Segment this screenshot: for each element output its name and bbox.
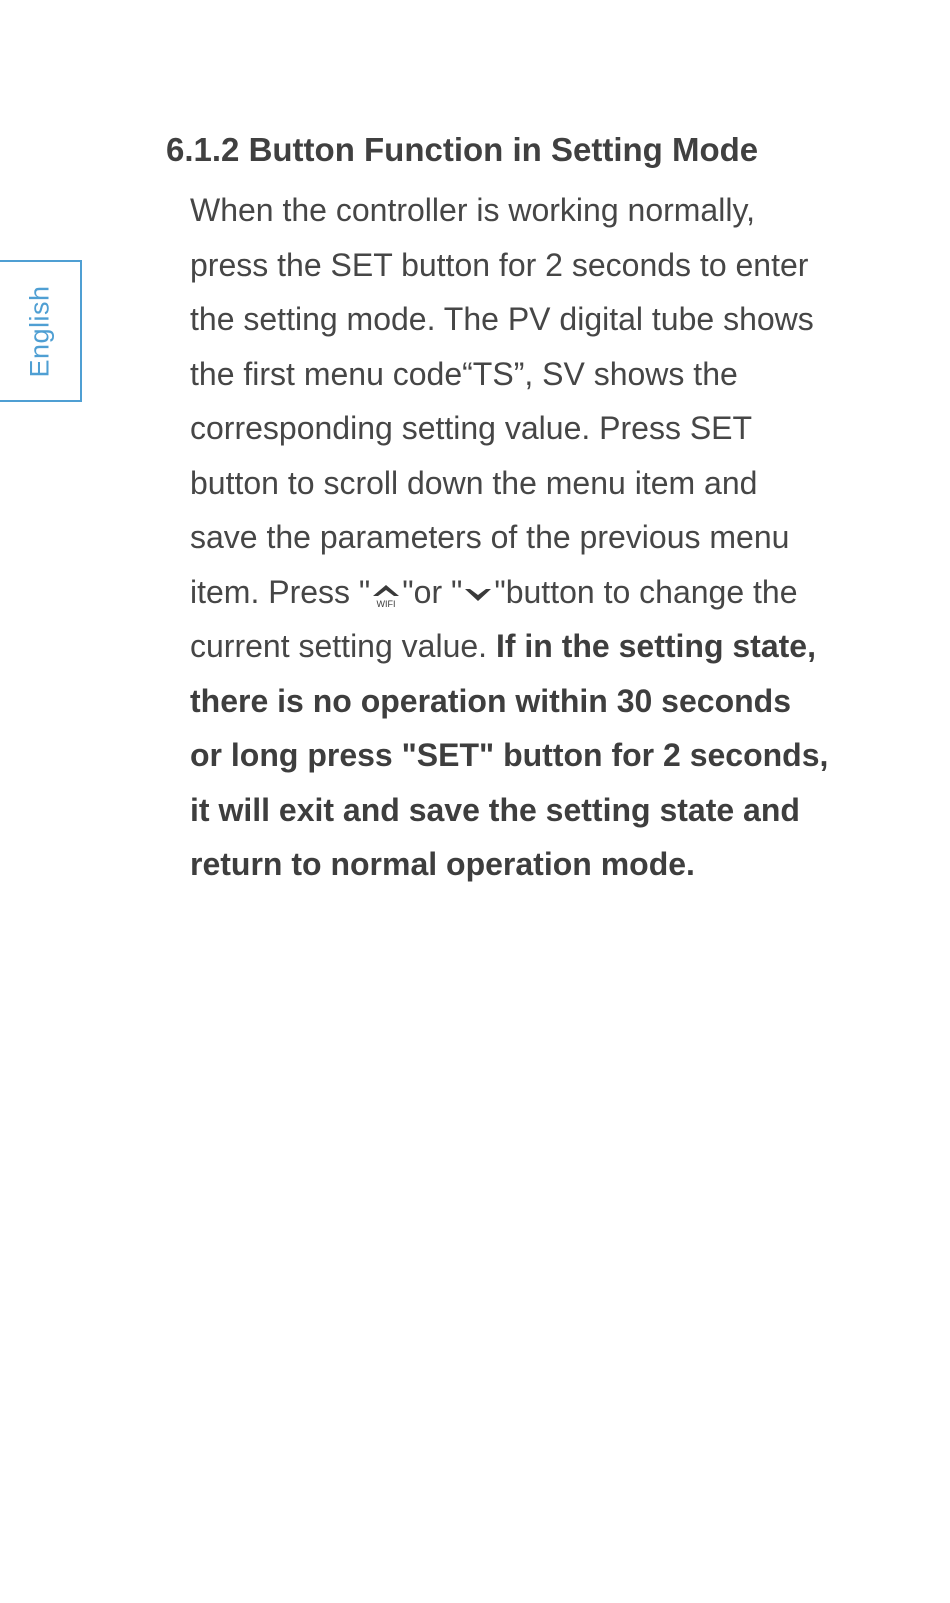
language-tab bbox=[0, 260, 82, 402]
body-text-part1: When the controller is working normally, press the SET button for 2 seconds to enter the setting mode. The PV digital tube shows the first menu code“TS”, SV shows the corresponding setting value. Press SET button to scroll down the menu item and save the parameters of the previous menu item. Press " bbox=[190, 192, 814, 610]
language-tab-label: English bbox=[24, 284, 55, 378]
body-text-part2: "or " bbox=[402, 573, 463, 610]
down-button-icon bbox=[462, 579, 494, 609]
section-6-1-2 bbox=[166, 130, 829, 892]
section-body bbox=[190, 183, 830, 892]
up-wifi-button-icon bbox=[370, 579, 402, 609]
up-icon-caption: WIFI bbox=[376, 598, 396, 609]
body-text-bold: If in the setting state, there is no operation within 30 seconds or long press "SET" button for 2 seconds, it will exit and save the setting state and return to normal operation mode. bbox=[190, 628, 829, 882]
section-heading: 6.1.2 Button Function in Setting Mode bbox=[166, 131, 759, 168]
body-text-part3: "button to change the current setting value. bbox=[190, 573, 798, 664]
